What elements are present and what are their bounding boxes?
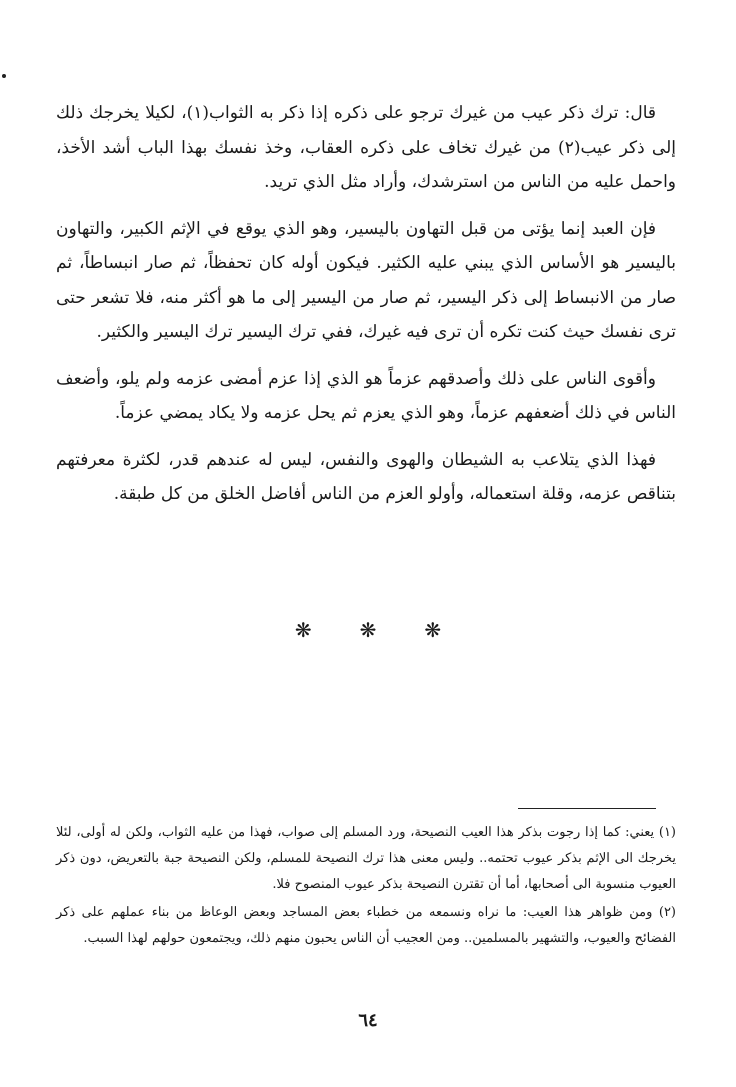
paragraph-2-text: فإن العبد إنما يؤتى من قبل التهاون باليسير، وهو الذي يوقع في الإثم الكبير، والتهاون باليسير هو الأساس الذي يبني عليه الكثير. فيكون أوله كان تحفظاً، ثم صار انبساطاً، ثم صار من الانبساط إلى ذكر اليسير، ثم صار من اليسير إلى ما هو أكثر منه، فلا تشعر حتى ترى نفسك حيث كنت تكره أن ترى فيه غيرك، ففي ترك اليسير ترك اليسير والكثير. bbox=[56, 218, 676, 342]
section-separator bbox=[0, 618, 736, 642]
separator-star: ❋ bbox=[359, 618, 401, 642]
paragraph-3-text: وأقوى الناس على ذلك وأصدقهم عزماً هو الذي إذا عزم أمضى عزمه ولم يلو، وأضعف الناس في ذلك أضعفهم عزماً، وهو الذي يعزم ثم يحل عزمه ولا يكاد يمضي عزماً. bbox=[56, 368, 676, 423]
margin-mark bbox=[2, 74, 6, 78]
footnotes bbox=[56, 820, 676, 954]
page-number: ٦٤ bbox=[358, 1010, 378, 1031]
paragraph-3 bbox=[56, 362, 676, 431]
paragraph-1-text: قال: ترك ذكر عيب من غيرك ترجو على ذكره إذا ذكر به الثواب(١)، لكيلا يخرجك ذلك إلى ذكر عيب(٢) من غيرك تخاف على ذكره العقاب، وخذ نفسك بهذا الباب أشد الأخذ، واحمل عليه من الناس من استرشدك، وأراد مثل الذي تريد. bbox=[56, 103, 676, 192]
footnote-1: (١) يعني: كما إذا رجوت بذكر هذا العيب النصيحة، ورد المسلم إلى صواب، فهذا من عليه الثواب، ولكن له أولى، لئلا يخرجك الى الإثم بذكر عيوب تحتمه.. وليس معنى هذا ترك النصيحة للمسلم، ولكن النصيحة جبة بالتعريض، دون ذكر العيوب منسوبة الى أصحابها، أما أن تقترن النصيحة بذكر عيوب المنصوح فلا. bbox=[56, 825, 676, 892]
paragraph-2 bbox=[56, 212, 676, 350]
separator-star: ❋ bbox=[294, 618, 336, 642]
main-text bbox=[56, 96, 676, 524]
paragraph-1 bbox=[56, 96, 676, 200]
footnote-2: (٢) ومن ظواهر هذا العيب: ما نراه ونسمعه من خطباء بعض المساجد وبعض الوعاظ من بناء عملهم على ذكر الفضائح والعيوب، والتشهير بالمسلمين.. ومن العجيب أن الناس يحبون منهم ذلك، ويجتمعون حولهم لهذا السبب. bbox=[56, 905, 676, 946]
paragraph-4 bbox=[56, 443, 676, 512]
footnote-rule bbox=[518, 808, 656, 809]
separator-star: ❋ bbox=[424, 618, 466, 642]
paragraph-4-text: فهذا الذي يتلاعب به الشيطان والهوى والنفس، ليس له عندهم قدر، لكثرة معرفتهم بتناقص عزمه، وقلة استعماله، وأولو العزم من الناس أفاضل الخلق من كل طبقة. bbox=[56, 449, 676, 504]
